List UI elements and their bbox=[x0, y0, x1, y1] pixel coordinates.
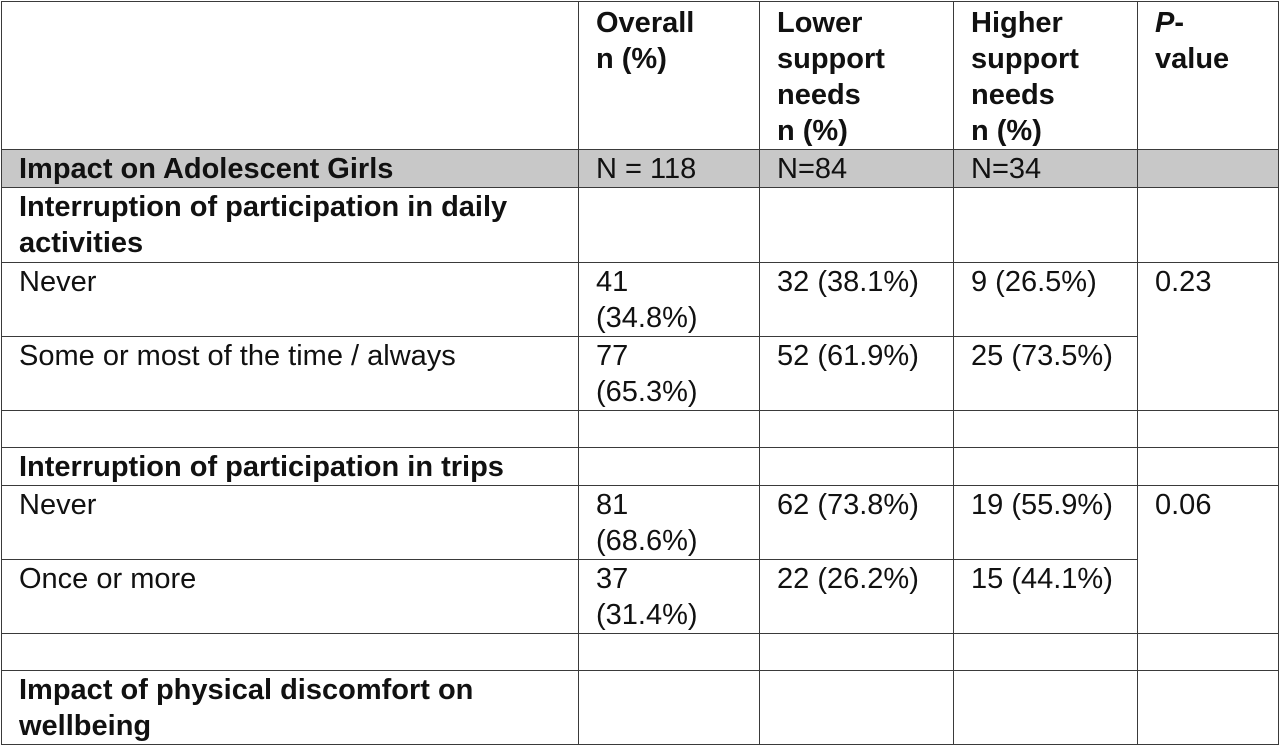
empty-cell bbox=[1138, 448, 1279, 486]
header-overall: Overall n (%) bbox=[579, 2, 760, 150]
header-higher-support: Higher support needs n (%) bbox=[954, 2, 1138, 150]
row-overall: 77 (65.3%) bbox=[579, 337, 760, 411]
row-label: Never bbox=[2, 263, 579, 337]
empty-cell bbox=[579, 188, 760, 263]
table-row bbox=[2, 263, 1279, 337]
empty-cell bbox=[2, 411, 579, 448]
empty-cell bbox=[954, 634, 1138, 671]
row-overall: 37 (31.4%) bbox=[579, 560, 760, 634]
empty-cell bbox=[760, 411, 954, 448]
empty-cell bbox=[760, 188, 954, 263]
section1-pvalue: 0.23 bbox=[1138, 263, 1279, 411]
table-row bbox=[2, 486, 1279, 560]
table-row bbox=[2, 337, 1279, 411]
empty-cell bbox=[954, 671, 1138, 745]
summary-overall: N = 118 bbox=[579, 150, 760, 188]
row-overall: 81 (68.6%) bbox=[579, 486, 760, 560]
section2-pvalue: 0.06 bbox=[1138, 486, 1279, 634]
section-row bbox=[2, 448, 1279, 486]
header-lower-support: Lower support needs n (%) bbox=[760, 2, 954, 150]
row-lower: 32 (38.1%) bbox=[760, 263, 954, 337]
summary-label: Impact on Adolescent Girls bbox=[2, 150, 579, 188]
empty-cell bbox=[1138, 671, 1279, 745]
row-label: Never bbox=[2, 486, 579, 560]
empty-cell bbox=[760, 634, 954, 671]
row-higher: 15 (44.1%) bbox=[954, 560, 1138, 634]
results-table bbox=[1, 1, 1279, 745]
header-pvalue: P- value bbox=[1138, 2, 1279, 150]
row-label: Once or more bbox=[2, 560, 579, 634]
section-row bbox=[2, 188, 1279, 263]
row-lower: 22 (26.2%) bbox=[760, 560, 954, 634]
empty-cell bbox=[954, 188, 1138, 263]
row-label: Some or most of the time / always bbox=[2, 337, 579, 411]
header-label-cell bbox=[2, 2, 579, 150]
section1-title: Interruption of participation in daily activities bbox=[2, 188, 579, 263]
empty-cell bbox=[579, 634, 760, 671]
empty-cell bbox=[1138, 634, 1279, 671]
section2-title: Interruption of participation in trips bbox=[2, 448, 579, 486]
summary-lower: N=84 bbox=[760, 150, 954, 188]
row-lower: 52 (61.9%) bbox=[760, 337, 954, 411]
empty-cell bbox=[1138, 411, 1279, 448]
table-row bbox=[2, 560, 1279, 634]
spacer-row bbox=[2, 634, 1279, 671]
empty-cell bbox=[1138, 188, 1279, 263]
empty-cell bbox=[579, 411, 760, 448]
row-higher: 25 (73.5%) bbox=[954, 337, 1138, 411]
empty-cell bbox=[954, 448, 1138, 486]
empty-cell bbox=[760, 448, 954, 486]
summary-row bbox=[2, 150, 1279, 188]
section-row bbox=[2, 671, 1279, 745]
row-overall: 41 (34.8%) bbox=[579, 263, 760, 337]
empty-cell bbox=[579, 671, 760, 745]
empty-cell bbox=[2, 634, 579, 671]
row-lower: 62 (73.8%) bbox=[760, 486, 954, 560]
row-higher: 19 (55.9%) bbox=[954, 486, 1138, 560]
section3-title: Impact of physical discomfort on wellbeing bbox=[2, 671, 579, 745]
summary-pvalue bbox=[1138, 150, 1279, 188]
table-header-row bbox=[2, 2, 1279, 150]
empty-cell bbox=[954, 411, 1138, 448]
summary-higher: N=34 bbox=[954, 150, 1138, 188]
empty-cell bbox=[579, 448, 760, 486]
empty-cell bbox=[760, 671, 954, 745]
row-higher: 9 (26.5%) bbox=[954, 263, 1138, 337]
spacer-row bbox=[2, 411, 1279, 448]
